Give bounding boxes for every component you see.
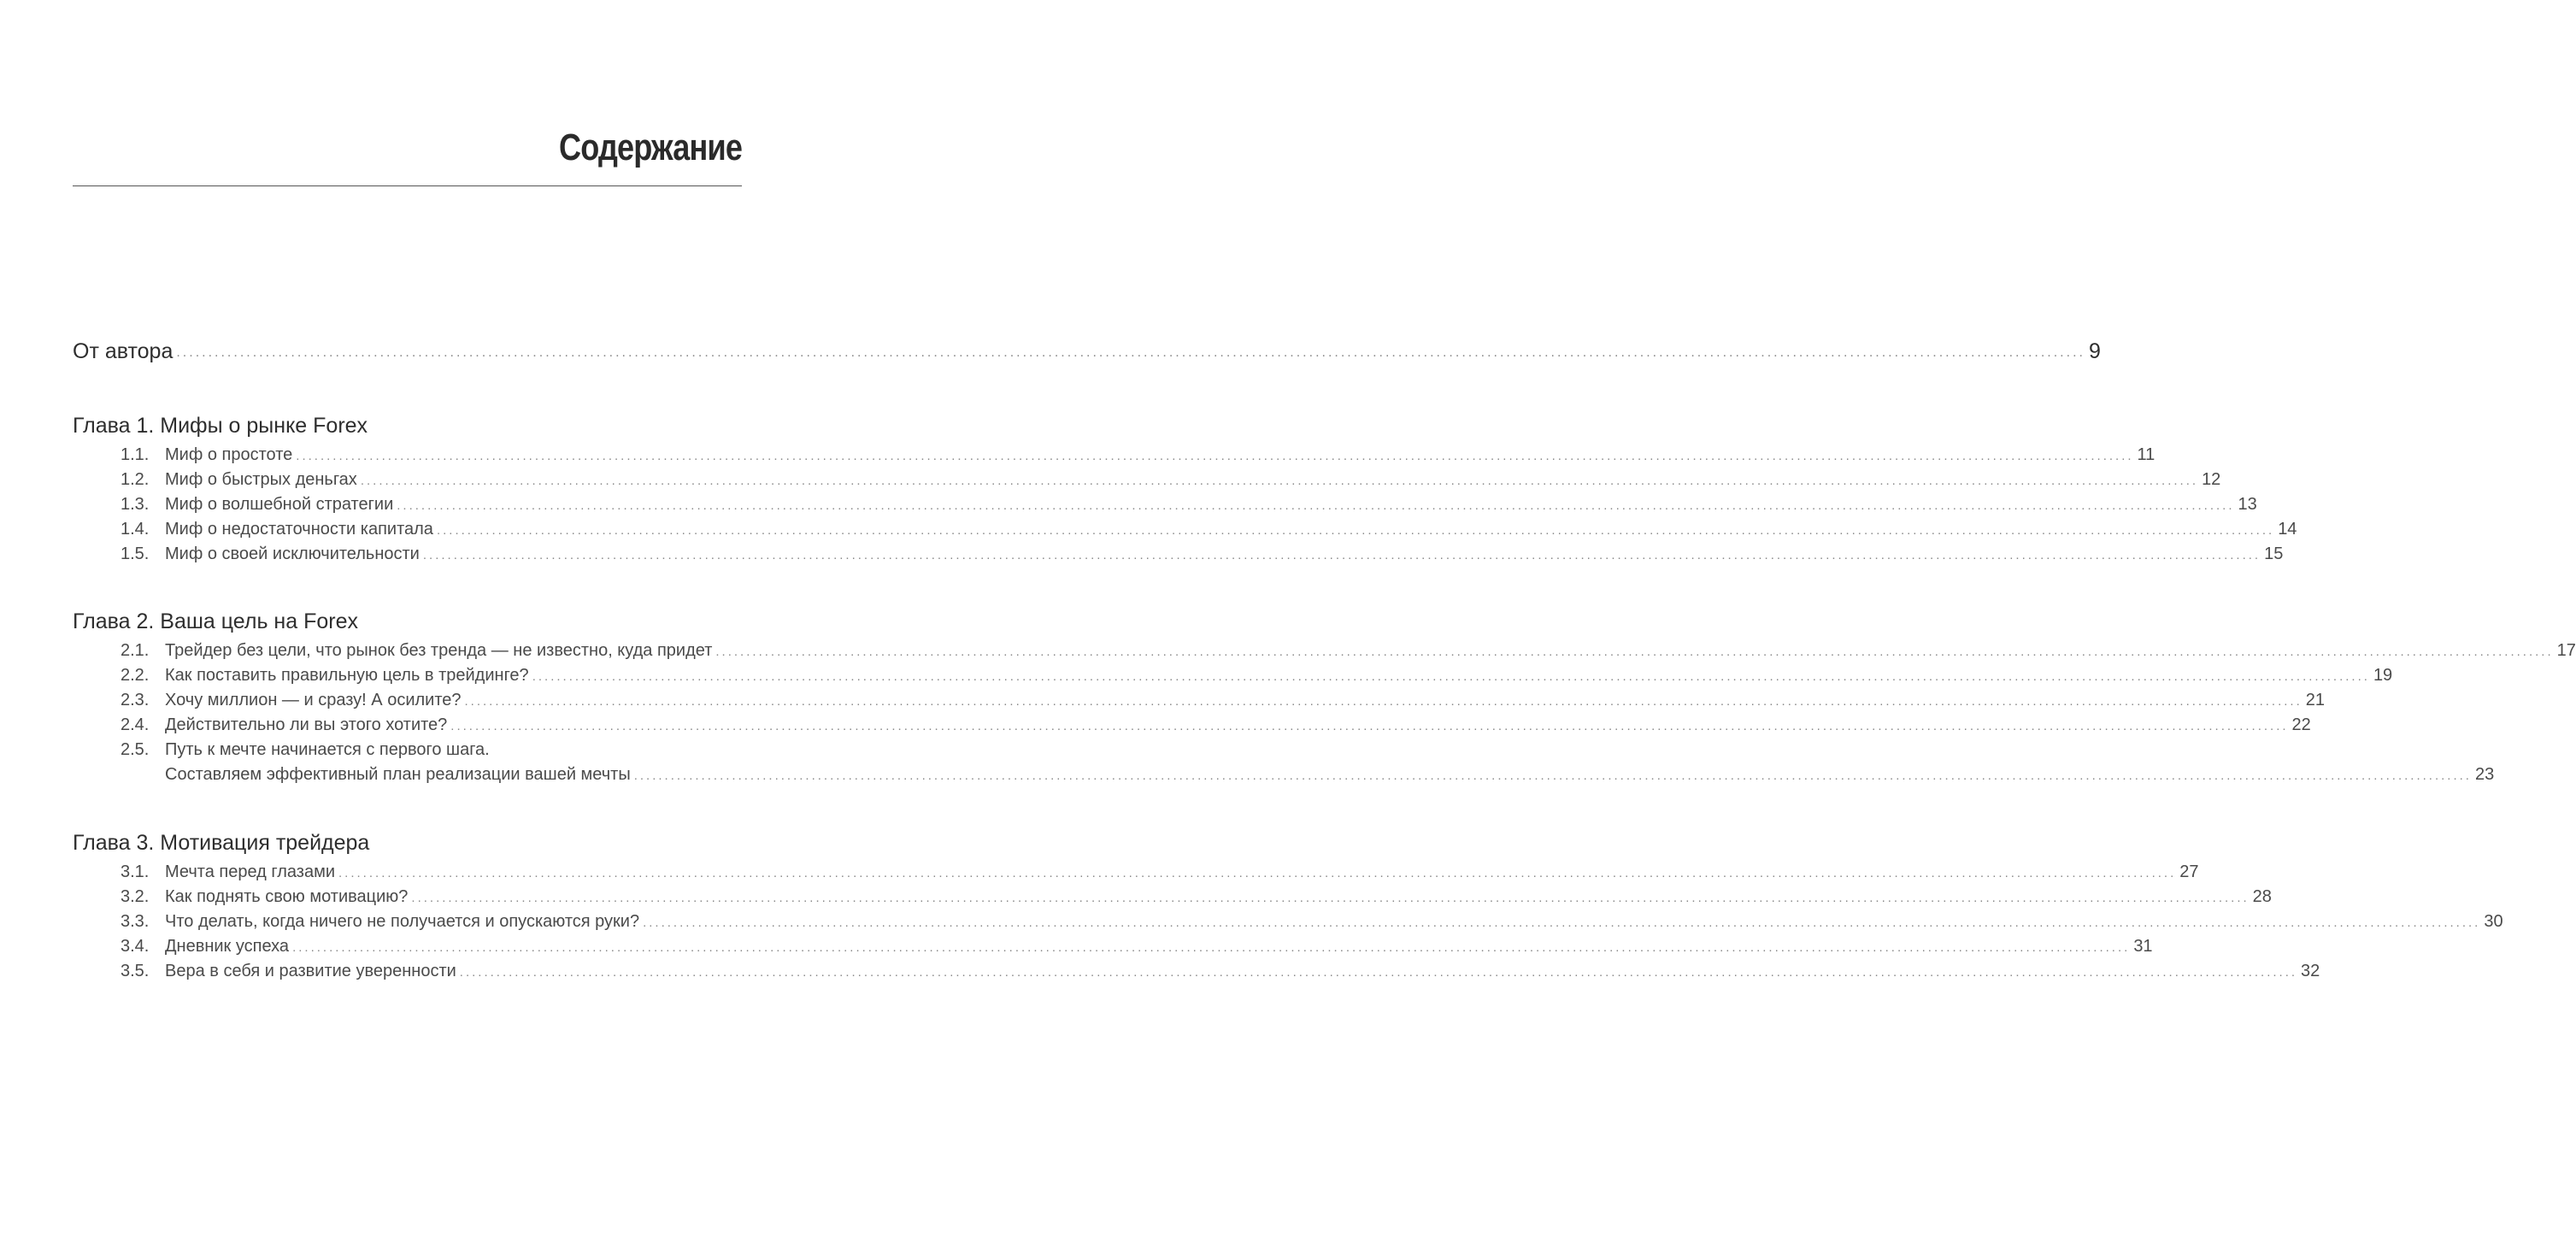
page-number: 19 bbox=[2373, 666, 2393, 685]
entry-title bbox=[73, 340, 173, 362]
entry-number: 3.3. bbox=[121, 912, 150, 931]
toc-entry[interactable] bbox=[121, 543, 2284, 565]
page-number: 31 bbox=[2133, 937, 2153, 956]
dot-leader: ............................................................................................................................................................................................................................................................................................................ bbox=[715, 645, 2554, 659]
page-number: 22 bbox=[2291, 715, 2311, 734]
toc-entry-first-line[interactable] bbox=[121, 739, 490, 761]
toc-entry-author[interactable] bbox=[73, 339, 2101, 363]
entry-label: Действительно ли вы этого хотите? bbox=[165, 715, 448, 734]
entry-title bbox=[165, 763, 631, 786]
entry-number: 1.4. bbox=[121, 520, 150, 539]
page-number: 12 bbox=[2202, 470, 2221, 489]
entry-label: Вера в себя и развитие уверенности bbox=[165, 962, 456, 980]
toc-entry[interactable] bbox=[121, 444, 2155, 466]
entry-number: 1.5. bbox=[121, 545, 150, 563]
entry-label: Путь к мечте начинается с первого шага. bbox=[165, 740, 490, 759]
entry-label: Как поднять свою мотивацию? bbox=[165, 887, 409, 906]
entry-number: 3.5. bbox=[121, 962, 150, 980]
toc-entry[interactable] bbox=[121, 910, 2503, 933]
entry-label: Миф о простоте bbox=[165, 445, 293, 464]
toc-entry[interactable] bbox=[165, 763, 2495, 786]
toc-entry[interactable] bbox=[121, 886, 2272, 908]
dot-leader: ............................................................................................................................................................................................................................................................................................................ bbox=[397, 498, 2235, 513]
toc-entry[interactable] bbox=[121, 689, 2326, 711]
entry-label: Составляем эффективный план реализации вашей мечты bbox=[165, 765, 631, 784]
entry-label: Миф о недостаточности капитала bbox=[165, 520, 433, 539]
chapter-heading[interactable]: Глава 1. Мифы о рынке Forex bbox=[73, 414, 368, 438]
page-number: 27 bbox=[2179, 862, 2199, 881]
dot-leader: ............................................................................................................................................................................................................................................................................................................ bbox=[532, 669, 2370, 684]
entry-label: Миф о своей исключительности bbox=[165, 545, 420, 563]
entry-label: Миф о волшебной стратегии bbox=[165, 495, 394, 514]
chapter-heading[interactable]: Глава 3. Мотивация трейдера bbox=[73, 831, 370, 855]
toc-entry[interactable] bbox=[121, 935, 2153, 957]
entry-title bbox=[121, 444, 292, 466]
page-number: 9 bbox=[2088, 339, 2101, 363]
entry-number: 3.4. bbox=[121, 937, 150, 956]
title-divider bbox=[73, 185, 742, 186]
toc-entry[interactable] bbox=[121, 664, 2393, 686]
entry-label: Мечта перед глазами bbox=[165, 862, 336, 881]
toc-entry[interactable] bbox=[121, 639, 2576, 662]
dot-leader: ............................................................................................................................................................................................................................................................................................................ bbox=[338, 866, 2177, 880]
page-number: 32 bbox=[2301, 962, 2320, 980]
toc-entry[interactable] bbox=[121, 714, 2311, 736]
dot-leader: ............................................................................................................................................................................................................................................................................................................ bbox=[436, 523, 2275, 538]
dot-leader: ............................................................................................................................................................................................................................................................................................................ bbox=[464, 694, 2303, 709]
entry-number: 2.3. bbox=[121, 691, 150, 709]
dot-leader: ............................................................................................................................................................................................................................................................................................................ bbox=[360, 474, 2199, 488]
chapter-heading[interactable]: Глава 2. Ваша цель на Forex bbox=[73, 609, 358, 633]
entry-number: 1.1. bbox=[121, 445, 150, 464]
entry-title bbox=[121, 960, 456, 982]
entry-title bbox=[121, 910, 639, 933]
entry-label: Трейдер без цели, что рынок без тренда — не известно, куда придет bbox=[165, 641, 713, 660]
entry-label: Хочу миллион — и сразу! А осилите? bbox=[165, 691, 462, 709]
entry-label: Как поставить правильную цель в трейдинге? bbox=[165, 666, 529, 685]
entry-title bbox=[121, 543, 420, 565]
dot-leader: ............................................................................................................................................................................................................................................................................................................ bbox=[459, 965, 2298, 980]
entry-title bbox=[121, 861, 335, 883]
toc-entry[interactable] bbox=[121, 493, 2257, 515]
entry-label: Что делать, когда ничего не получается и опускаются руки? bbox=[165, 912, 640, 931]
entry-title bbox=[121, 518, 433, 540]
entry-number: 2.2. bbox=[121, 666, 150, 685]
entry-title bbox=[121, 714, 447, 736]
toc-entry[interactable] bbox=[121, 861, 2199, 883]
entry-number: 2.4. bbox=[121, 715, 150, 734]
page-number: 21 bbox=[2305, 691, 2326, 709]
page-number: 23 bbox=[2474, 765, 2495, 784]
entry-number: 2.1. bbox=[121, 641, 150, 660]
entry-title bbox=[121, 639, 712, 662]
toc-entry[interactable] bbox=[121, 960, 2320, 982]
page-title: Содержание bbox=[558, 127, 742, 168]
dot-leader: ............................................................................................................................................................................................................................................................................................................ bbox=[296, 449, 2134, 463]
entry-label: Дневник успеха bbox=[165, 937, 290, 956]
entry-label: Миф о быстрых деньгах bbox=[165, 470, 357, 489]
entry-title bbox=[121, 664, 529, 686]
toc-entry[interactable] bbox=[121, 518, 2297, 540]
entry-number: 1.2. bbox=[121, 470, 150, 489]
entry-number: 2.5. bbox=[121, 740, 150, 759]
dot-leader: ............................................................................................................................................................................................................................................................................................................ bbox=[643, 915, 2481, 930]
entry-title bbox=[121, 468, 357, 491]
page-number: 15 bbox=[2264, 545, 2284, 563]
page-number: 13 bbox=[2238, 495, 2257, 514]
page-number: 17 bbox=[2556, 641, 2576, 660]
entry-title bbox=[121, 886, 408, 908]
entry-title bbox=[121, 935, 289, 957]
page-number: 30 bbox=[2484, 912, 2503, 931]
entry-number: 3.1. bbox=[121, 862, 150, 881]
dot-leader: ............................................................................................................................................................................................................................................................................................................ bbox=[633, 768, 2472, 783]
dot-leader: ............................................................................................................................................................................................................................................................................................................ bbox=[292, 940, 2131, 955]
dot-leader: ............................................................................................................................................................................................................................................................................................................ bbox=[422, 548, 2261, 562]
dot-leader: ............................................................................................................................................................................................................................................................................................................ bbox=[411, 891, 2250, 905]
page-number: 14 bbox=[2278, 520, 2297, 539]
entry-title bbox=[121, 689, 462, 711]
page-number: 11 bbox=[2137, 445, 2155, 464]
page-number: 28 bbox=[2252, 887, 2272, 906]
entry-label: От автора bbox=[73, 339, 173, 363]
entry-number: 3.2. bbox=[121, 887, 150, 906]
entry-number: 1.3. bbox=[121, 495, 150, 514]
toc-entry[interactable] bbox=[121, 468, 2221, 491]
dot-leader: ............................................................................................................................................................................................................................................................................................................ bbox=[176, 345, 2085, 360]
dot-leader: ............................................................................................................................................................................................................................................................................................................ bbox=[450, 719, 2289, 733]
entry-title bbox=[121, 493, 393, 515]
